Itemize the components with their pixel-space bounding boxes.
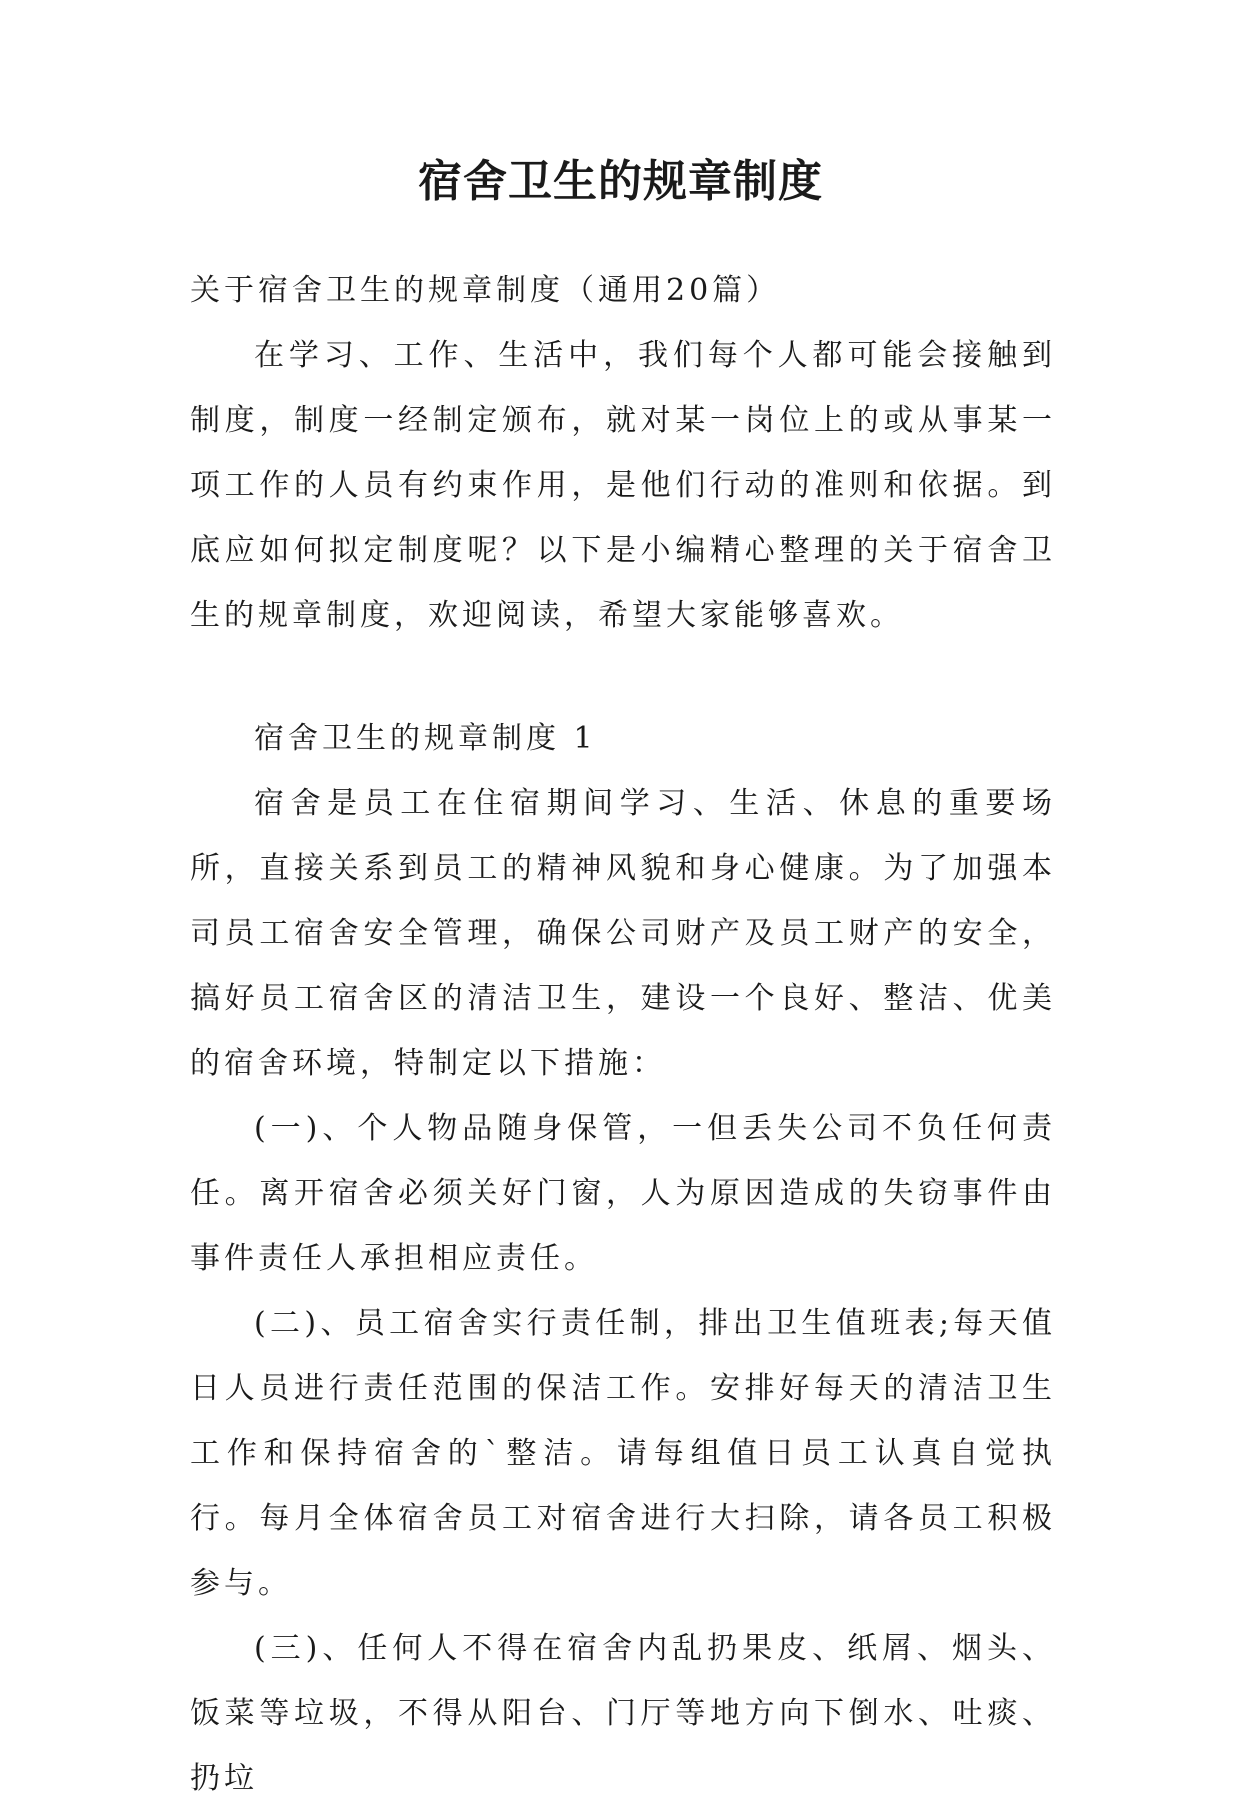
intro-paragraph: 在学习、工作、生活中，我们每个人都可能会接触到制度，制度一经制定颁布，就对某一岗位上的或从事某一项工作的人员有约束作用，是他们行动的准则和依据。到底应如何拟定制度呢？以下是小编精心整理的关于宿舍卫生的规章制度，欢迎阅读，希望大家能够喜欢。 xyxy=(190,338,1056,633)
section-heading: 宿舍卫生的规章制度 1 xyxy=(254,721,597,756)
body-paragraph: (一)、个人物品随身保管，一但丢失公司不负任何责任。离开宿舍必须关好门窗，人为原因造成的失窃事件由事件责任人承担相应责任。 xyxy=(190,1111,1056,1276)
body-paragraph: (三)、任何人不得在宿舍内乱扔果皮、纸屑、烟头、饭菜等垃圾，不得从阳台、门厅等地方向下倒水、吐痰、扔垃 xyxy=(190,1631,1056,1796)
body-paragraph: 宿舍是员工在住宿期间学习、生活、休息的重要场所，直接关系到员工的精神风貌和身心健康。为了加强本司员工宿舍安全管理，确保公司财产及员工财产的安全，搞好员工宿舍区的清洁卫生，建设一个良好、整洁、优美的宿舍环境，特制定以下措施： xyxy=(190,786,1056,1081)
page-title: 宿舍卫生的规章制度 xyxy=(418,156,823,207)
document-subtitle: 关于宿舍卫生的规章制度（通用20篇） xyxy=(190,273,781,308)
body-paragraph: (二)、员工宿舍实行责任制，排出卫生值班表;每天值日人员进行责任范围的保洁工作。安排好每天的清洁卫生工作和保持宿舍的`整洁。请每组值日员工认真自觉执行。每月全体宿舍员工对宿舍进行大扫除，请各员工积极参与。 xyxy=(190,1306,1056,1601)
paragraph-spacer xyxy=(190,648,1056,706)
document-body xyxy=(190,258,1056,1811)
